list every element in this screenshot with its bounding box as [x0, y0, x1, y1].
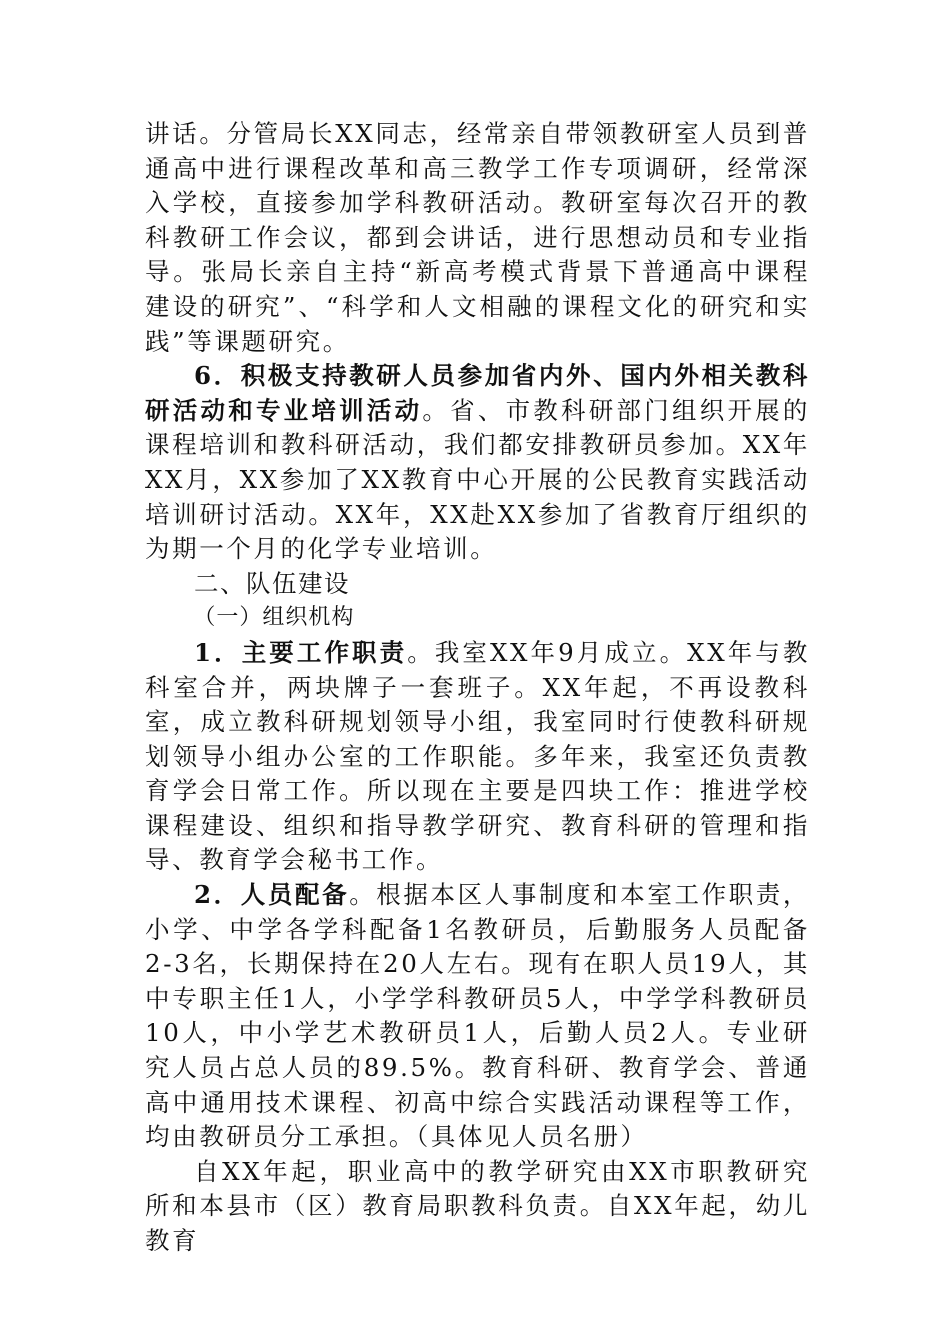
paragraph-4-lead: 2．人员配备 — [194, 880, 350, 910]
paragraph-4 — [145, 878, 810, 1155]
paragraph-4-text: 。根据本区人事制度和本室工作职责，小学、中学各学科配备1名教研员，后勤服务人员配备2-3名，长期保持在20人左右。现有在职人员19人，其中专职主任1人，小学学科教研员5人，中学学科教研员10人，中小学艺术教研员1人，后勤人员2人。专业研究人员占总人员的89.5%。教育科研、教育学会、普通高中通用技术课程、初高中综合实践活动课程等工作，均由教研员分工承担。（具体见人员名册） — [145, 880, 810, 1152]
document-page — [145, 117, 810, 1259]
paragraph-3-lead: 1．主要工作职责 — [194, 637, 408, 667]
paragraph-2 — [145, 359, 810, 567]
paragraph-3-text: 。我室XX年9月成立。XX年与教科室合并，两块牌子一套班子。XX年起，不再设教科室，成立教科研规划领导小组，我室同时行使教科研规划领导小组办公室的工作职能。多年来，我室还负责教育学会日常工作。所以现在主要是四块工作：推进学校课程建设、组织和指导教学研究、教育科研的管理和指导、教育学会秘书工作。 — [145, 637, 810, 875]
paragraph-2-lead: 6．积极支持教研人员参加省内外、国内外相关教科研活动和专业培训活动 — [145, 361, 810, 425]
paragraph-1 — [145, 117, 810, 359]
paragraph-5-text: 自XX年起，职业高中的教学研究由XX市职教研究所和本县市（区）教育局职教科负责。自XX年起，幼儿教育 — [145, 1156, 810, 1255]
section-heading: 二、队伍建设 — [194, 568, 350, 598]
paragraph-3 — [145, 636, 810, 878]
paragraph-5 — [145, 1155, 810, 1259]
paragraph-1-text: 讲话。分管局长XX同志，经常亲自带领教研室人员到普通高中进行课程改革和高三教学工作专项调研，经常深入学校，直接参加学科教研活动。教研室每次召开的教科教研工作会议，都到会讲话，进行思想动员和专业指导。张局长亲自主持“新高考模式背景下普通高中课程建设的研究”、“科学和人文相融的课程文化的研究和实践”等课题研究。 — [145, 119, 810, 356]
subsection-heading: （一）组织机构 — [193, 605, 355, 631]
paragraph-2-text: 。省、市教科研部门组织开展的课程培训和教科研活动，我们都安排教研员参加。XX年XX月，XX参加了XX教育中心开展的公民教育实践活动培训研讨活动。XX年，XX赴XX参加了省教育厅组织的为期一个月的化学专业培训。 — [145, 395, 811, 564]
